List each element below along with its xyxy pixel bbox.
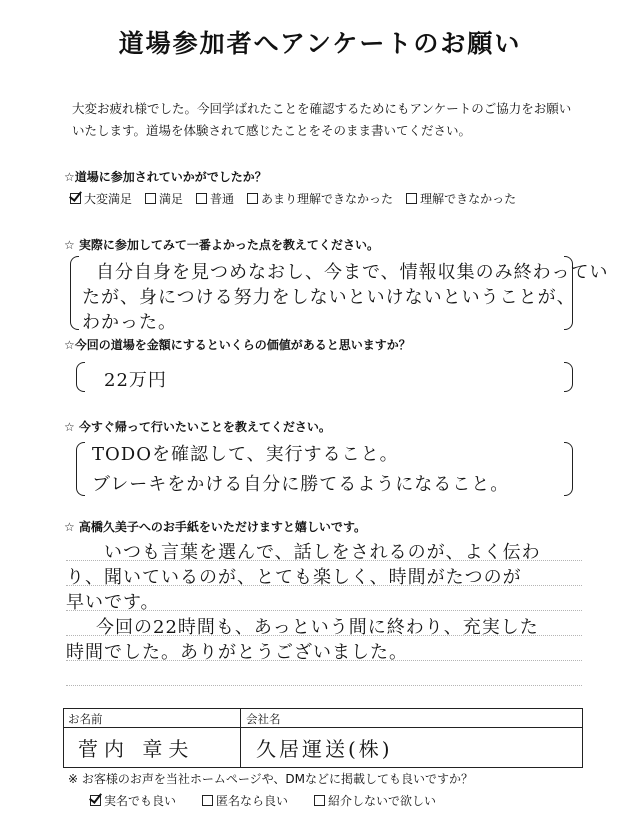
answer-bracket-left <box>76 362 85 392</box>
permission-option-1[interactable]: 実名でも良い <box>90 792 176 809</box>
q2-answer-line: 自分自身を見つめなおし、今まで、情報収集のみ終わってい <box>96 262 609 283</box>
q1-options <box>70 190 516 207</box>
answer-bracket-left <box>70 256 79 330</box>
table-divider <box>240 709 241 767</box>
q4-label: ☆ 今すぐ帰って行いたいことを教えてください。 <box>64 420 331 434</box>
permission-note: ※ お客様のお声を当社ホームページや、DMなどに掲載しても良いですか？ <box>68 772 473 786</box>
q2-answer-line: たが、身につける努力をしないといけないということが、 <box>82 287 576 308</box>
q3-label: ☆今回の道場を金額にするといくらの価値があると思いますか？ <box>64 338 411 352</box>
q3-answer: 22万円 <box>104 370 167 391</box>
intro-text: 大変お疲れ様でした。今回学ばれたことを確認するためにもアンケートのご協力をお願いいたします。道場を体験されて感じたことをそのまま書いてください。 <box>72 101 572 138</box>
q1-option-5[interactable]: 理解できなかった <box>406 190 516 207</box>
checkbox-checked-icon[interactable] <box>90 795 101 806</box>
q5-answer-line: り、聞いているのが、とても楽しく、時間がたつのが <box>66 567 522 588</box>
q1-option-4[interactable]: あまり理解できなかった <box>247 190 393 207</box>
q5-answer-line: 時間でした。ありがとうございました。 <box>66 642 408 663</box>
signature-table <box>63 708 583 768</box>
answer-bracket-right <box>564 442 573 496</box>
q1-option-3[interactable]: 普通 <box>196 190 234 207</box>
ruled-line <box>66 685 582 686</box>
q5-answer-line: 早いです。 <box>66 592 160 613</box>
q1-label: ☆道場に参加されていかがでしたか？ <box>64 170 267 184</box>
permission-option-2[interactable]: 匿名なら良い <box>202 792 288 809</box>
q5-label: ☆ 高橋久美子へのお手紙をいただけますと嬉しいです。 <box>64 520 366 534</box>
q1-option-1[interactable]: 大変満足 <box>70 190 132 207</box>
table-divider <box>64 727 582 728</box>
checkbox-checked-icon[interactable] <box>70 193 81 204</box>
name-label: お名前 <box>68 712 103 726</box>
company-label: 会社名 <box>246 712 281 726</box>
company-field[interactable]: 久居運送(株) <box>256 737 393 761</box>
checkbox-icon[interactable] <box>314 795 325 806</box>
q5-answer-line: 今回の22時間も、あっという間に終わり、充実した <box>96 617 539 638</box>
checkbox-icon[interactable] <box>247 193 258 204</box>
checkbox-icon[interactable] <box>202 795 213 806</box>
q1-option-2[interactable]: 満足 <box>145 190 183 207</box>
permission-option-3[interactable]: 紹介しないで欲しい <box>314 792 436 809</box>
name-field[interactable]: 菅内 章夫 <box>78 737 195 761</box>
q2-answer-line: わかった。 <box>82 312 177 333</box>
q5-answer-line: いつも言葉を選んで、話しをされるのが、よく伝わ <box>104 542 541 563</box>
checkbox-icon[interactable] <box>145 193 156 204</box>
answer-bracket-left <box>76 442 85 496</box>
answer-bracket-right <box>564 362 573 392</box>
q4-answer-line: TODOを確認して、実行すること。 <box>92 444 399 465</box>
checkbox-icon[interactable] <box>196 193 207 204</box>
q2-label: ☆ 実際に参加してみて一番よかった点を教えてください。 <box>64 238 379 252</box>
page-title: 道場参加者へアンケートのお願い <box>118 29 522 58</box>
permission-options <box>90 792 436 809</box>
checkbox-icon[interactable] <box>406 193 417 204</box>
q4-answer-line: ブレーキをかける自分に勝てるようになること。 <box>92 474 510 495</box>
